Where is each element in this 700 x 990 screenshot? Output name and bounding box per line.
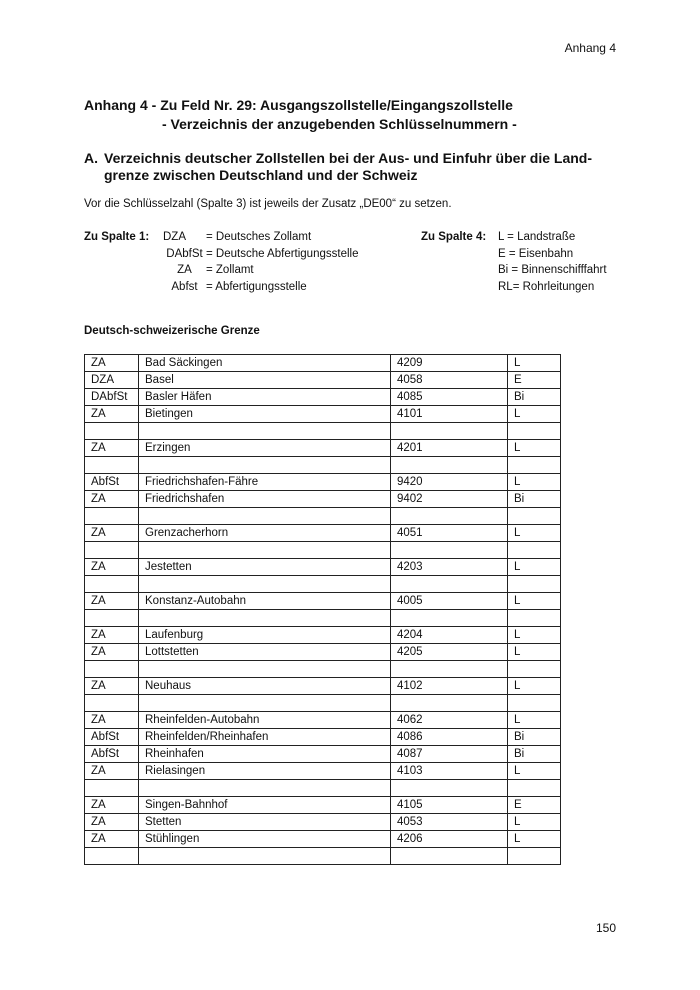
cell-code <box>391 423 508 440</box>
legend-1-abbr: DZA <box>163 231 186 243</box>
cell-type: ZA <box>85 797 139 814</box>
section-line-2: grenze zwischen Deutschland und der Schweiz <box>104 167 418 183</box>
table-row <box>85 525 561 542</box>
cell-location <box>139 780 391 797</box>
legend-1-text: = Abfertigungsstelle <box>206 280 307 293</box>
cell-type: ZA <box>85 559 139 576</box>
cell-code <box>391 542 508 559</box>
cell-type <box>85 610 139 627</box>
cell-type <box>85 542 139 559</box>
table-row <box>85 491 561 508</box>
cell-transport: E <box>508 372 561 389</box>
cell-type <box>85 661 139 678</box>
cell-transport: L <box>508 355 561 372</box>
cell-location <box>139 576 391 593</box>
legend-1-text: = Zollamt <box>206 264 254 276</box>
cell-location: Rielasingen <box>139 763 391 780</box>
table-row <box>85 831 561 848</box>
table-row <box>85 610 561 627</box>
cell-code: 4201 <box>391 440 508 457</box>
cell-location <box>139 610 391 627</box>
table-row <box>85 695 561 712</box>
cell-code: 4203 <box>391 559 508 576</box>
cell-location: Grenzacherhorn <box>139 525 391 542</box>
cell-type <box>85 423 139 440</box>
cell-code <box>391 695 508 712</box>
cell-type <box>85 576 139 593</box>
legend-4-label: Zu Spalte 4: <box>421 231 487 243</box>
table-row <box>85 763 561 780</box>
table-row <box>85 542 561 559</box>
cell-location <box>139 695 391 712</box>
cell-type: DAbfSt <box>85 389 139 406</box>
cell-location: Singen-Bahnhof <box>139 797 391 814</box>
cell-location: Rheinfelden-Autobahn <box>139 712 391 729</box>
table-row <box>85 746 561 763</box>
cell-location <box>139 661 391 678</box>
cell-location: Basel <box>139 372 391 389</box>
table-row <box>85 406 561 423</box>
cell-code: 4102 <box>391 678 508 695</box>
legend-4-text: Bi = Binnenschifffahrt <box>498 264 607 276</box>
cell-code: 4051 <box>391 525 508 542</box>
cell-transport: L <box>508 814 561 831</box>
cell-type: ZA <box>85 525 139 542</box>
cell-transport: L <box>508 593 561 610</box>
table-subheading: Deutsch-schweizerische Grenze <box>84 325 260 337</box>
cell-type: ZA <box>85 593 139 610</box>
table-row <box>85 678 561 695</box>
cell-type <box>85 780 139 797</box>
cell-location: Basler Häfen <box>139 389 391 406</box>
cell-code: 4205 <box>391 644 508 661</box>
cell-type: ZA <box>85 814 139 831</box>
cell-transport: L <box>508 678 561 695</box>
table-row <box>85 423 561 440</box>
legend-4-text: L = Landstraße <box>498 231 576 243</box>
cell-location: Friedrichshafen <box>139 491 391 508</box>
legend-4-text: E = Eisenbahn <box>498 247 574 260</box>
cell-location: Bietingen <box>139 406 391 423</box>
legend-column-4 <box>421 229 607 295</box>
cell-transport: Bi <box>508 491 561 508</box>
table-row <box>85 661 561 678</box>
cell-transport: L <box>508 525 561 542</box>
cell-transport: Bi <box>508 729 561 746</box>
cell-transport <box>508 848 561 865</box>
cell-location: Rheinfelden/Rheinhafen <box>139 729 391 746</box>
cell-transport <box>508 695 561 712</box>
cell-type: AbfSt <box>85 474 139 491</box>
table-row <box>85 474 561 491</box>
intro-text: Vor die Schlüsselzahl (Spalte 3) ist jeweils der Zusatz „DE00“ zu setzen. <box>84 198 452 210</box>
title-line-2: - Verzeichnis der anzugebenden Schlüsselnummern - <box>162 116 517 132</box>
cell-code <box>391 610 508 627</box>
cell-location: Stetten <box>139 814 391 831</box>
table-row <box>85 593 561 610</box>
cell-code: 4209 <box>391 355 508 372</box>
cell-transport <box>508 780 561 797</box>
cell-transport: L <box>508 559 561 576</box>
legend-4-text: RL= Rohrleitungen <box>498 280 595 293</box>
cell-transport <box>508 610 561 627</box>
cell-code: 4062 <box>391 712 508 729</box>
table-row <box>85 559 561 576</box>
cell-location: Laufenburg <box>139 627 391 644</box>
table-row <box>85 848 561 865</box>
cell-type: ZA <box>85 355 139 372</box>
cell-type: ZA <box>85 406 139 423</box>
cell-type: ZA <box>85 644 139 661</box>
cell-transport: L <box>508 440 561 457</box>
cell-code: 4101 <box>391 406 508 423</box>
cell-code <box>391 576 508 593</box>
cell-type <box>85 457 139 474</box>
cell-location: Rheinhafen <box>139 746 391 763</box>
table-row <box>85 797 561 814</box>
cell-location: Konstanz-Autobahn <box>139 593 391 610</box>
cell-location: Stühlingen <box>139 831 391 848</box>
cell-type: DZA <box>85 372 139 389</box>
table-row <box>85 355 561 372</box>
cell-code: 4005 <box>391 593 508 610</box>
cell-code <box>391 457 508 474</box>
cell-transport <box>508 508 561 525</box>
cell-transport: L <box>508 474 561 491</box>
table-row <box>85 729 561 746</box>
legend-1-label: Zu Spalte 1: <box>84 231 150 243</box>
title-line-1: Anhang 4 - Zu Feld Nr. 29: Ausgangszollstelle/Eingangszollstelle <box>84 97 513 113</box>
cell-location <box>139 457 391 474</box>
cell-transport: Bi <box>508 389 561 406</box>
cell-code: 4058 <box>391 372 508 389</box>
cell-code: 4103 <box>391 763 508 780</box>
table-row <box>85 644 561 661</box>
cell-code <box>391 848 508 865</box>
cell-code: 9420 <box>391 474 508 491</box>
cell-transport <box>508 457 561 474</box>
cell-type: AbfSt <box>85 729 139 746</box>
cell-code: 9402 <box>391 491 508 508</box>
section-number: A. <box>84 150 98 166</box>
cell-transport: L <box>508 831 561 848</box>
cell-type <box>85 695 139 712</box>
cell-location <box>139 508 391 525</box>
cell-type: ZA <box>85 627 139 644</box>
cell-location: Jestetten <box>139 559 391 576</box>
document-title <box>84 96 624 134</box>
table-row <box>85 389 561 406</box>
cell-transport <box>508 423 561 440</box>
customs-office-table <box>84 354 561 865</box>
cell-code <box>391 780 508 797</box>
cell-transport <box>508 542 561 559</box>
cell-type <box>85 848 139 865</box>
cell-code <box>391 508 508 525</box>
table-row <box>85 576 561 593</box>
cell-transport: L <box>508 627 561 644</box>
cell-transport: L <box>508 712 561 729</box>
legend-1-abbr: Abfst <box>171 280 198 293</box>
cell-location: Lottstetten <box>139 644 391 661</box>
section-heading <box>84 150 624 184</box>
legend-1-abbr: ZA <box>177 264 192 276</box>
legend-1-text: = Deutsche Abfertigungsstelle <box>206 247 359 260</box>
cell-code: 4204 <box>391 627 508 644</box>
cell-type <box>85 508 139 525</box>
cell-type: ZA <box>85 440 139 457</box>
cell-transport: Bi <box>508 746 561 763</box>
cell-code: 4206 <box>391 831 508 848</box>
table-row <box>85 814 561 831</box>
cell-transport: E <box>508 797 561 814</box>
cell-type: ZA <box>85 831 139 848</box>
cell-type: ZA <box>85 678 139 695</box>
table-row <box>85 712 561 729</box>
cell-code: 4086 <box>391 729 508 746</box>
table-row <box>85 627 561 644</box>
cell-type: AbfSt <box>85 746 139 763</box>
cell-location: Bad Säckingen <box>139 355 391 372</box>
legend-column-1 <box>84 229 358 295</box>
cell-code <box>391 661 508 678</box>
cell-type: ZA <box>85 712 139 729</box>
cell-transport: L <box>508 644 561 661</box>
table-row <box>85 372 561 389</box>
cell-location: Neuhaus <box>139 678 391 695</box>
table-row <box>85 780 561 797</box>
cell-location <box>139 848 391 865</box>
running-header: Anhang 4 <box>564 41 616 55</box>
table-row <box>85 508 561 525</box>
cell-type: ZA <box>85 491 139 508</box>
cell-transport: L <box>508 406 561 423</box>
page-number: 150 <box>595 921 616 935</box>
legend-1-text: = Deutsches Zollamt <box>206 231 312 243</box>
table-row <box>85 457 561 474</box>
cell-location: Erzingen <box>139 440 391 457</box>
section-line-1: Verzeichnis deutscher Zollstellen bei der Aus- und Einfuhr über die Land- <box>104 150 593 166</box>
cell-location <box>139 542 391 559</box>
cell-transport <box>508 576 561 593</box>
cell-type: ZA <box>85 763 139 780</box>
cell-location <box>139 423 391 440</box>
cell-code: 4053 <box>391 814 508 831</box>
cell-transport: L <box>508 763 561 780</box>
cell-code: 4085 <box>391 389 508 406</box>
cell-code: 4087 <box>391 746 508 763</box>
table-row <box>85 440 561 457</box>
legend-1-abbr: DAbfSt <box>166 247 203 260</box>
cell-code: 4105 <box>391 797 508 814</box>
cell-location: Friedrichshafen-Fähre <box>139 474 391 491</box>
cell-transport <box>508 661 561 678</box>
